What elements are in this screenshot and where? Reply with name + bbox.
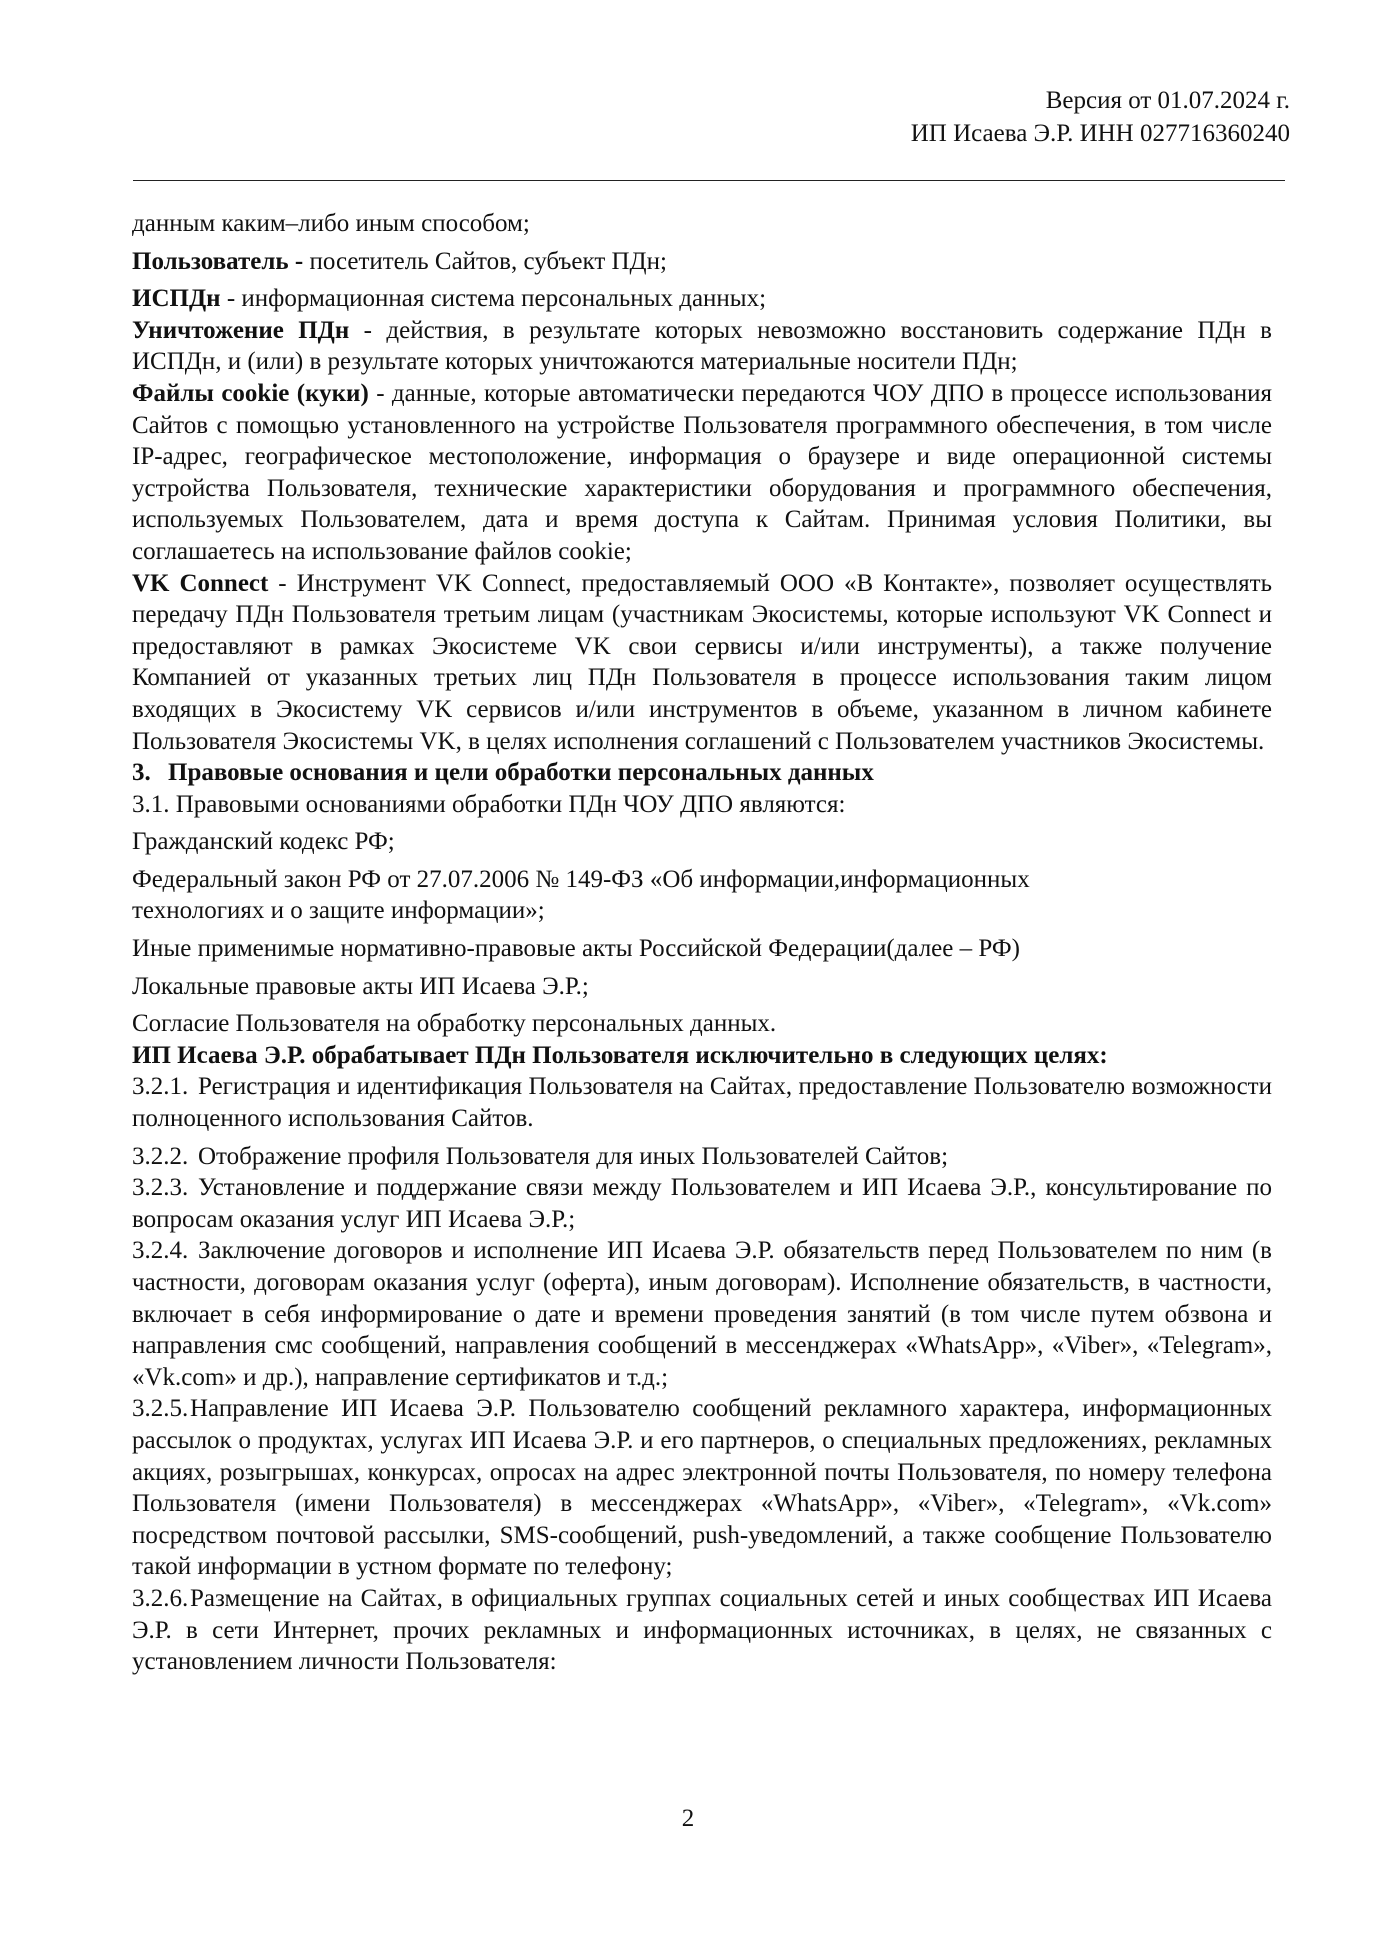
legal-basis-4: Локальные правовые акты ИП Исаева Э.Р.; — [132, 972, 589, 1000]
term-ispdn: ИСПДн — [132, 285, 221, 313]
definition-destroy — [132, 315, 1272, 378]
list-item-3-2-3 — [132, 1172, 1272, 1235]
item-text: Направление ИП Исаева Э.Р. Пользователю сообщений рекламного характера, информационных рассылок о продуктах, услугах ИП Исаева Э.Р. и его партнеров, о специальных предложениях, рекламных акциях, розыгрышах, конкурсах, опросах на адрес электронной почты Пользователя, по номеру телефона Пользователя (имени Пользователя) в мессенджерах «WhatsApp», «Viber», «Telegram», «Vk.com» посредством почтовой рассылки, SMS-сообщений, push-уведомлений, а также сообщение Пользователю такой информации в устном формате по телефону; — [132, 1395, 1272, 1581]
item-text: Регистрация и идентификация Пользователя на Сайтах, предоставление Пользователю возможности полноценного использования Сайтов. — [132, 1073, 1272, 1133]
list-item-3-2-6 — [132, 1583, 1272, 1678]
legal-basis-1: Гражданский кодекс РФ; — [132, 828, 395, 856]
item-number: 3.2.3. — [132, 1174, 189, 1202]
text-user: посетитель Сайтов, субъект ПДн; — [303, 247, 667, 275]
item-text: Размещение на Сайтах, в официальных группах социальных сетей и иных сообществах ИП Исаева Э.Р. в сети Интернет, прочих рекламных и информационных источниках, в целях, не связанных с установлением личности Пользователя: — [132, 1584, 1272, 1676]
item-text: Отображение профиля Пользователя для иных Пользователей Сайтов; — [198, 1142, 949, 1170]
term-user: Пользователь - — [132, 247, 304, 275]
list-item-3-2-5 — [132, 1393, 1272, 1583]
section-3-heading — [132, 757, 1272, 789]
item-number: 3.2.6. — [132, 1584, 189, 1612]
definition-vk-connect — [132, 568, 1272, 758]
header-divider — [133, 180, 1285, 181]
list-item-3-2-1 — [132, 1071, 1272, 1134]
text-cookie: - данные, которые автоматически передаются ЧОУ ДПО в процессе использования Сайтов с помощью установленного на устройстве Пользователя программного обеспечения, в том числе IP-адрес, географическое местоположение, информация о браузере и виде операционной системы устройства Пользователя, технические характеристики оборудования и программного обеспечения, используемых Пользователем, дата и время доступа к Сайтам. Принимая условия Политики, вы соглашаетесь на использование файлов cookie; — [132, 379, 1272, 565]
intro-tail: данным каким–либо иным способом; — [132, 210, 530, 237]
term-cookie: Файлы cookie (куки) — [132, 379, 369, 407]
purposes-heading: ИП Исаева Э.Р. обрабатывает ПДн Пользователя исключительно в следующих целях: — [132, 1041, 1108, 1069]
legal-basis-3: Иные применимые нормативно-правовые акты Российской Федерации(далее – РФ) — [132, 935, 1020, 963]
item-text: Заключение договоров и исполнение ИП Исаева Э.Р. обязательств перед Пользователем по ним (в частности, договорам оказания услуг (оферта), иным договорам). Исполнение обязательств, в частности, включает в себя информирование о дате и времени проведения занятий (в том числе путем обзвона и направления смс сообщений, направления сообщений в мессенджерах «WhatsApp», «Viber», «Telegram», «Vk.com» и др.), направление сертификатов и т.д.; — [132, 1237, 1272, 1391]
definition-ispdn — [132, 283, 1272, 315]
definition-user — [132, 246, 1272, 278]
term-vk-connect: VK Connect — [132, 569, 269, 597]
legal-basis-2-cont: технологиях и о защите информации»; — [132, 897, 545, 925]
text-vk-connect: - Инструмент VK Connect, предоставляемый ООО «В Контакте», позволяет осуществлять передачу ПДн Пользователя третьим лицам (участникам Экосистемы, которые используют VK Connect и предоставляют в рамках Экосистеме VK свои сервисы и/или инструменты), а также получение Компанией от указанных третьих лиц ПДн Пользователя в процессе использования таким лицом входящих в Экосистему VK сервисов и/или инструментов в объеме, указанном в личном кабинете Пользователя Экосистемы VK, в целях исполнения соглашений с Пользователем участников Экосистемы. — [132, 569, 1272, 755]
version-line: Версия от 01.07.2024 г. — [1045, 87, 1290, 114]
list-item-3-2-2 — [132, 1141, 1272, 1173]
legal-basis-5: Согласие Пользователя на обработку персональных данных. — [132, 1010, 777, 1038]
section-3-title: Правовые основания и цели обработки персональных данных — [168, 759, 874, 787]
document-body — [132, 208, 1272, 1678]
paragraph-3-1: 3.1. Правовыми основаниями обработки ПДн ЧОУ ДПО являются: — [132, 790, 846, 818]
document-header — [911, 84, 1290, 150]
text-destroy: - действия, в результате которых невозможно восстановить содержание ПДн в ИСПДн, и (или) в результате которых уничтожаются материальные носители ПДн; — [132, 316, 1272, 376]
item-text: Установление и поддержание связи между Пользователем и ИП Исаева Э.Р., консультирование по вопросам оказания услуг ИП Исаева Э.Р.; — [132, 1174, 1272, 1233]
term-destroy: Уничтожение ПДн — [132, 316, 350, 344]
page-number: 2 — [681, 1805, 695, 1832]
definition-cookie — [132, 378, 1272, 568]
list-item-3-2-4 — [132, 1235, 1272, 1393]
item-number: 3.2.4. — [132, 1237, 189, 1265]
section-3-number: 3. — [132, 759, 151, 787]
text-ispdn: - информационная система персональных данных; — [220, 285, 767, 313]
item-number: 3.2.1. — [132, 1073, 189, 1101]
item-number: 3.2.2. — [132, 1142, 189, 1170]
legal-basis-2: Федеральный закон РФ от 27.07.2006 № 149-ФЗ «Об информации,информационных — [132, 865, 1030, 893]
item-number: 3.2.5. — [132, 1395, 189, 1423]
owner-line: ИП Исаева Э.Р. ИНН 027716360240 — [910, 120, 1290, 147]
